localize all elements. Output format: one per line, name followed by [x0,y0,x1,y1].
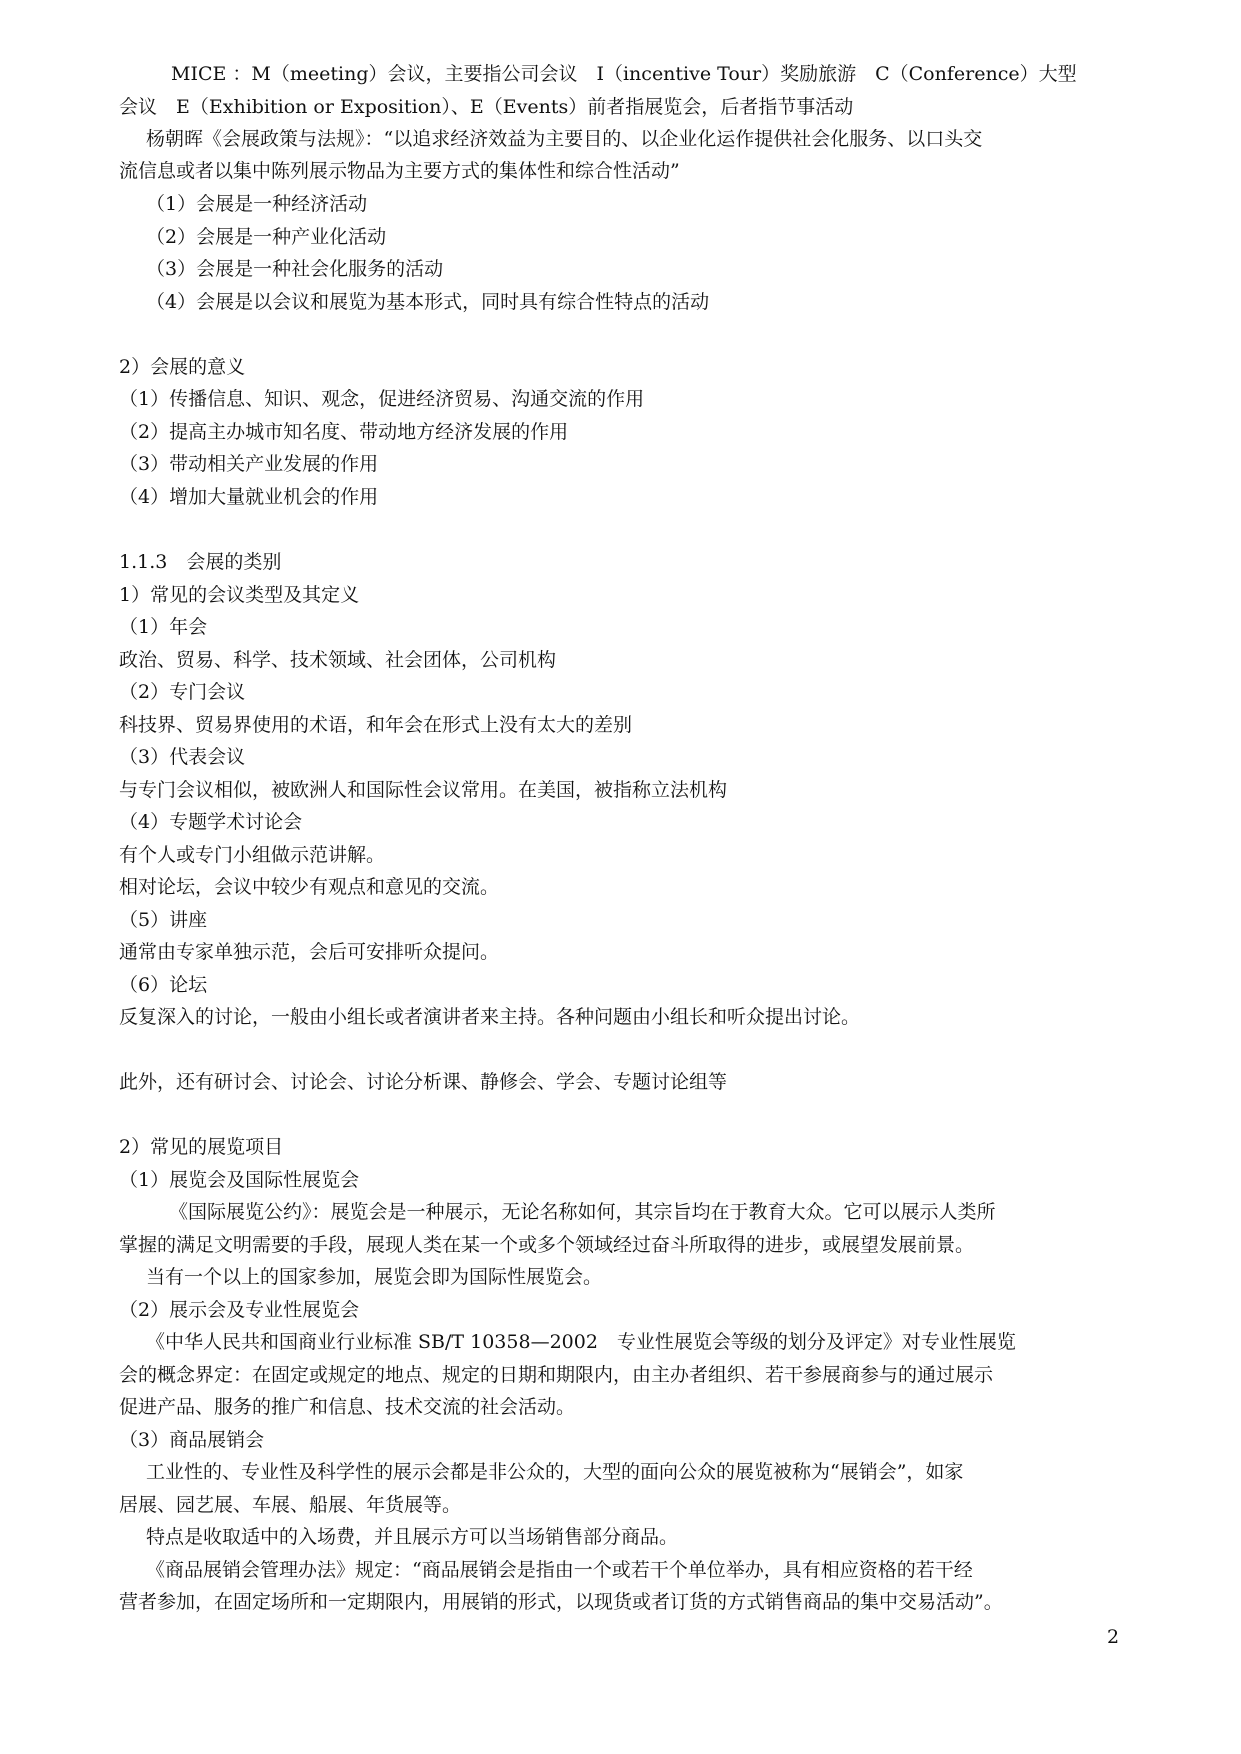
text-line: （4）增加大量就业机会的作用 [119,486,379,508]
text-line: （1）传播信息、知识、观念，促进经济贸易、沟通交流的作用 [119,388,645,410]
text-line: 掌握的满足文明需要的手段，展现人类在某一个或多个领域经过奋斗所取得的进步，或展望发展前景。 [119,1234,975,1256]
text-line: 当有一个以上的国家参加，展览会即为国际性展览会。 [146,1266,603,1288]
subsection-heading: 2）常见的展览项目 [119,1136,284,1158]
text-line: 工业性的、专业性及科学性的展示会都是非公众的，大型的面向公众的展览被称为“展销会”，如家 [146,1461,964,1483]
section-heading: 1.1.3 会展的类别 [119,551,282,573]
text-line: （5）讲座 [119,909,208,931]
text-line: 反复深入的讨论，一般由小组长或者演讲者来主持。各种问题由小组长和听众提出讨论。 [119,1006,861,1028]
text-line: （4）专题学术讨论会 [119,811,303,833]
text-line: （2）提高主办城市知名度、带动地方经济发展的作用 [119,421,569,443]
text-line: （4）会展是以会议和展览为基本形式，同时具有综合性特点的活动 [146,291,710,313]
text-line: （1）年会 [119,616,208,638]
text-line: 政治、贸易、科学、技术领域、社会团体，公司机构 [119,649,557,671]
text-line: （3）商品展销会 [119,1429,265,1451]
text-line: 居展、园艺展、车展、船展、年货展等。 [119,1494,462,1516]
text-line: （3）带动相关产业发展的作用 [119,453,379,475]
text-line: 《国际展览公约》：展览会是一种展示，无论名称如何，其宗旨均在于教育大众。它可以展示人类所 [169,1201,996,1223]
text-line: 会议 E（Exhibition or Exposition）、E（Events）前者指展览会，后者指节事活动 [119,96,854,118]
text-line: 营者参加，在固定场所和一定期限内，用展销的形式，以现货或者订货的方式销售商品的集中交易活动”。 [119,1591,1003,1613]
text-line: 通常由专家单独示范，会后可安排听众提问。 [119,941,500,963]
text-line: （3）代表会议 [119,746,246,768]
text-line: （3）会展是一种社会化服务的活动 [146,258,444,280]
text-line: 科技界、贸易界使用的术语，和年会在形式上没有太大的差别 [119,714,633,736]
text-line: 与专门会议相似，被欧洲人和国际性会议常用。在美国，被指称立法机构 [119,779,728,801]
text-line: （2）会展是一种产业化活动 [146,226,387,248]
text-line: （2）展示会及专业性展览会 [119,1299,360,1321]
text-line: 此外，还有研讨会、讨论会、讨论分析课、静修会、学会、专题讨论组等 [119,1071,728,1093]
text-line: 杨朝晖《会展政策与法规》：“以追求经济效益为主要目的、以企业化运作提供社会化服务、以口头交 [146,128,983,150]
text-line: （1）展览会及国际性展览会 [119,1169,360,1191]
text-line: 相对论坛，会议中较少有观点和意见的交流。 [119,876,500,898]
text-line: 《中华人民共和国商业行业标准 SB/T 10358—2002 专业性展览会等级的划分及评定》对专业性展览 [146,1331,1016,1353]
text-line: 流信息或者以集中陈列展示物品为主要方式的集体性和综合性活动” [119,160,680,182]
text-line: （6）论坛 [119,974,208,996]
text-line: 《商品展销会管理办法》规定：“商品展销会是指由一个或若干个单位举办，具有相应资格的若干经 [146,1559,973,1581]
section-heading: 2）会展的意义 [119,356,246,378]
page-number: 2 [1107,1626,1120,1648]
text-line: 促进产品、服务的推广和信息、技术交流的社会活动。 [119,1396,576,1418]
text-line: 会的概念界定：在固定或规定的地点、规定的日期和期限内，由主办者组织、若干参展商参与的通过展示 [119,1364,994,1386]
subsection-heading: 1）常见的会议类型及其定义 [119,584,360,606]
text-line: 特点是收取适中的入场费，并且展示方可以当场销售部分商品。 [146,1526,679,1548]
text-line: 有个人或专门小组做示范讲解。 [119,844,386,866]
text-line: MICE ：M（meeting）会议，主要指公司会议 I（incentive Tour）奖励旅游 C（Conference）大型 [171,63,1077,85]
text-line: （2）专门会议 [119,681,246,703]
text-line: （1）会展是一种经济活动 [146,193,368,215]
